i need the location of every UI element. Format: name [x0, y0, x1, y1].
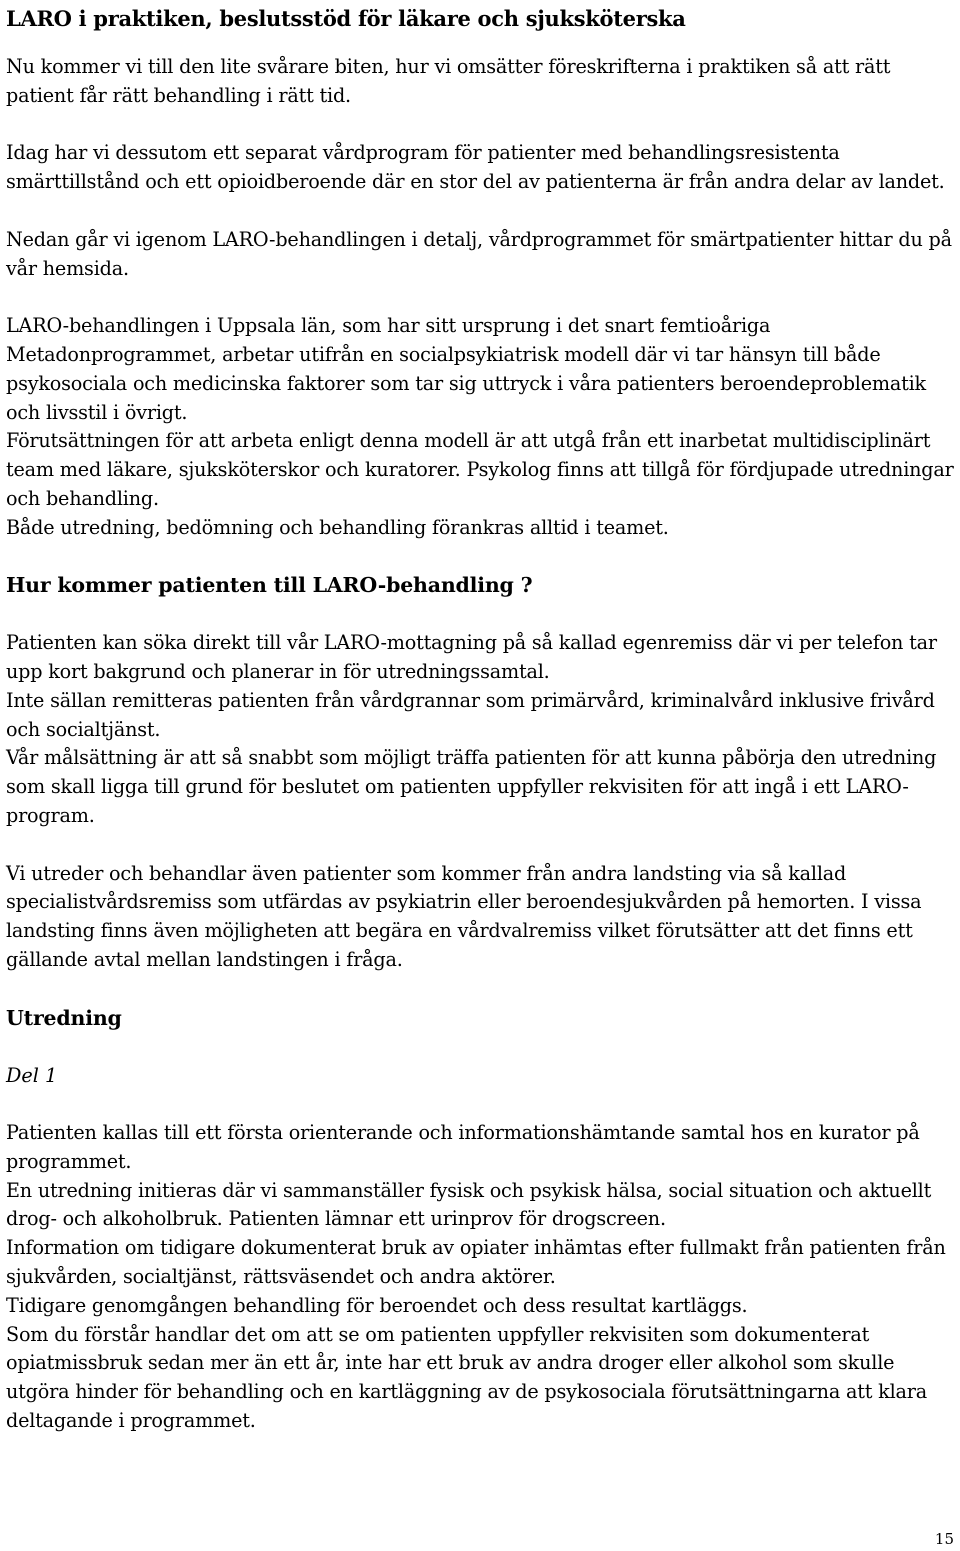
assessment-paragraph-1: Patienten kallas till ett första orienterande och informationshämtande samtal hos en kurator på programmet.	[6, 1121, 920, 1173]
assessment-paragraph-2: En utredning initieras där vi sammanställer fysisk och psykisk hälsa, social situation och aktuellt drog- och alkoholbruk. Patienten lämnar ett urinprov för drogscreen.	[6, 1178, 932, 1231]
referral-paragraph-2: Inte sällan remitteras patienten från vårdgrannar som primärvård, kriminalvård inklusive frivård och socialtjänst.	[6, 688, 935, 741]
assessment-subheading: Del 1	[6, 1064, 58, 1088]
referral-paragraph-3: Vår målsättning är att så snabbt som möjligt träffa patienten för att kunna påbörja den utredning som skall ligga till grund för beslutet om patienten uppfyller rekvisiten för att ingå i ett LARO-program.	[6, 746, 937, 827]
assessment-heading: Utredning	[6, 1005, 122, 1030]
spacer	[6, 197, 956, 226]
page-number: 15	[934, 1530, 954, 1548]
assessment-paragraph-3: Information om tidigare dokumenterat bruk av opiater inhämtas efter fullmakt från patienten från sjukvården, socialtjänst, rättsväsendet och andra aktörer.	[6, 1236, 946, 1289]
spacer	[6, 283, 956, 312]
spacer	[6, 33, 956, 53]
assessment-paragraph-5: Som du förstår handlar det om att se om patienten uppfyller rekvisiten som dokumenterat opiatmissbruk sedan mer än ett år, inte har ett bruk av andra droger eller alkohol som skulle utgöra hinder för behandling och en kartläggning av de psykosociala förutsättningarna att klara deltagande i programmet.	[6, 1322, 927, 1433]
intro-paragraph-2: Idag har vi dessutom ett separat vårdprogram för patienter med behandlingsresistenta smärttillstånd och ett opioidberoende där en stor del av patienterna är från andra delar av landet.	[6, 141, 945, 194]
document-title: LARO i praktiken, beslutsstöd för läkare och sjuksköterska	[6, 6, 686, 31]
spacer	[6, 1033, 956, 1062]
referral-paragraph-1: Patienten kan söka direkt till vår LARO-mottagning på så kallad egenremiss där vi per telefon tar upp kort bakgrund och planerar in för utredningssamtal.	[6, 631, 937, 683]
intro-paragraph-1: Nu kommer vi till den lite svårare biten, hur vi omsätter föreskrifterna i praktiken så att rätt patient får rätt behandling i rätt tid.	[6, 55, 891, 107]
referral-heading: Hur kommer patienten till LARO-behandling ?	[6, 573, 533, 598]
intro-paragraph-5: Förutsättningen för att arbeta enligt denna modell är att utgå från ett inarbetat multidisciplinärt team med läkare, sjuksköterskor och kuratorer. Psykolog finns att tillgå för fördjupade utredningar och behandling.	[6, 429, 954, 510]
intro-paragraph-4: LARO-behandlingen i Uppsala län, som har sitt ursprung i det snart femtioåriga Metadonprogrammet, arbetar utifrån en socialpsykiatrisk modell där vi tar hänsyn till både psykosociala och medicinska faktorer som tar sig uttryck i våra patienters beroendeproblematik och livsstil i övrigt.	[6, 314, 926, 424]
spacer	[6, 1090, 956, 1119]
intro-paragraph-6: Både utredning, bedömning och behandling förankras alltid i teamet.	[6, 515, 669, 539]
document-page	[6, 0, 956, 1436]
spacer	[6, 975, 956, 1004]
spacer	[6, 831, 956, 860]
spacer	[6, 543, 956, 572]
spacer	[6, 111, 956, 140]
spacer	[6, 600, 956, 629]
intro-paragraph-3: Nedan går vi igenom LARO-behandlingen i detalj, vårdprogrammet för smärtpatienter hittar du på vår hemsida.	[6, 227, 952, 280]
referral-paragraph-4: Vi utreder och behandlar även patienter som kommer från andra landsting via så kallad specialistvårdsremiss som utfärdas av psykiatrin eller beroendesjukvården på hemorten. I vissa landsting finns även möjligheten att begära en vårdvalremiss vilket förutsätter att det finns ett gällande avtal mellan landstingen i fråga.	[6, 861, 922, 971]
assessment-paragraph-4: Tidigare genomgången behandling för beroendet och dess resultat kartläggs.	[6, 1293, 748, 1317]
